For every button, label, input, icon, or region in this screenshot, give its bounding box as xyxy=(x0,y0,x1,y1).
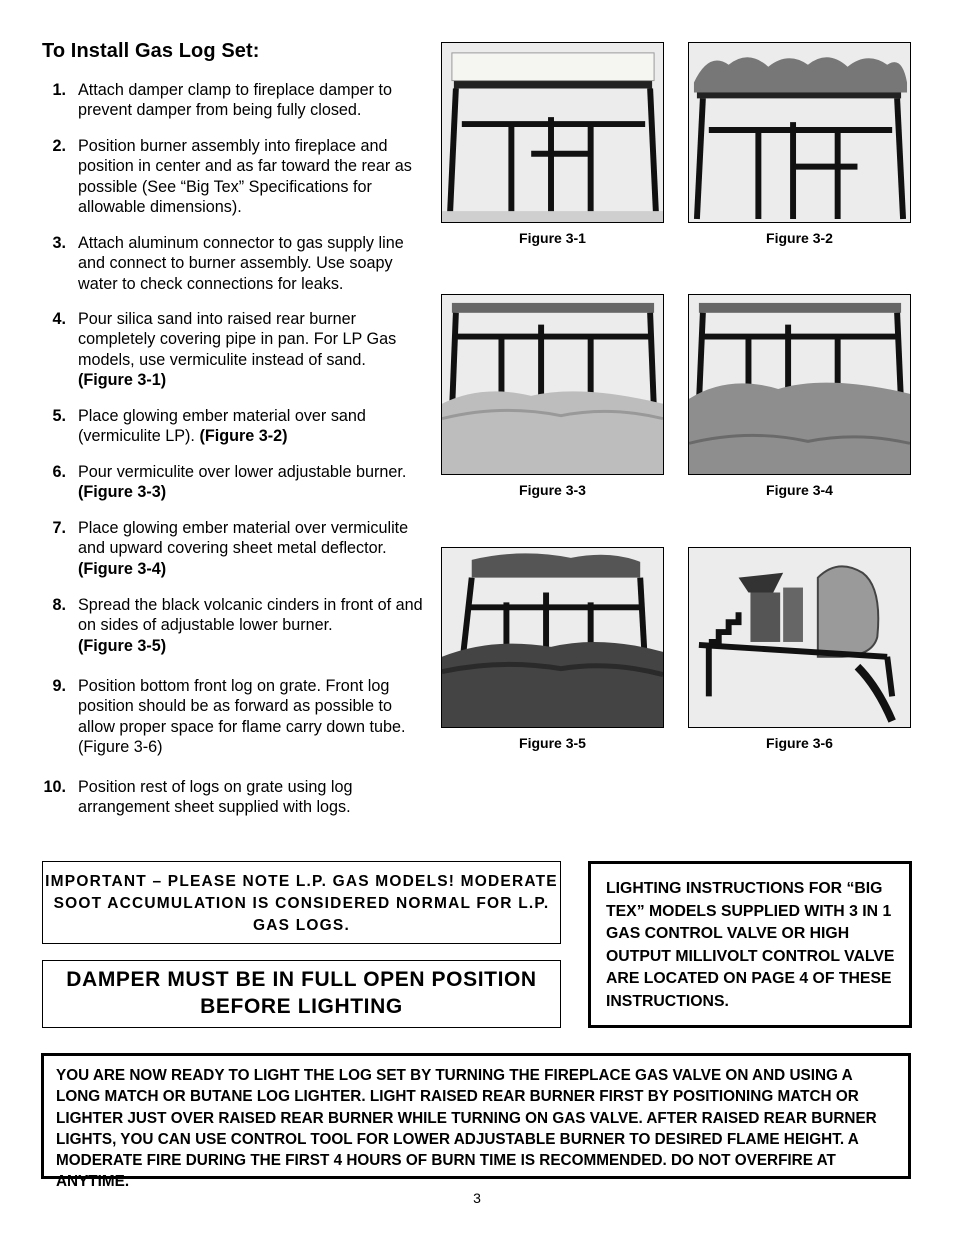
important-lp-gas-notice xyxy=(42,861,561,944)
step-number: 4. xyxy=(52,310,66,328)
figure-reference: (Figure 3-3) xyxy=(78,483,167,502)
step-number: 10. xyxy=(43,778,66,796)
step-number: 6. xyxy=(52,463,66,481)
important-notice-text: IMPORTANT – PLEASE NOTE L.P. GAS MODELS! MODERATE SOOT ACCUMULATION IS CONSIDERED NORMAL FOR L.P. GAS LOGS. xyxy=(45,873,558,934)
step-number: 9. xyxy=(52,677,66,695)
step-text: Attach aluminum connector to gas supply line and connect to burner assembly. Use soapy water to check connections for leaks. xyxy=(78,234,404,293)
step-text: Place glowing ember material over sand (vermiculite LP). xyxy=(78,407,366,446)
step-text: Position burner assembly into fireplace and position in center and as far toward the rear as possible (See “Big Tex” Specifications for allowable dimensions). xyxy=(78,137,412,216)
step-number: 5. xyxy=(52,407,66,425)
figure-caption: Figure 3-3 xyxy=(519,482,586,498)
step-text: Attach damper clamp to fireplace damper to prevent damper from being fully closed. xyxy=(78,81,393,120)
step-number: 8. xyxy=(52,596,66,614)
figure-caption: Figure 3-4 xyxy=(766,482,833,498)
page-number: 3 xyxy=(473,1190,481,1206)
step-text: Position bottom front log on grate. Front log position should be as forward as possible to allow proper space for flame carry down tube. (Figure 3-6) xyxy=(78,677,406,756)
step-number: 3. xyxy=(52,234,66,252)
ready-to-light-instructions xyxy=(41,1053,911,1191)
figure-3-4-photo xyxy=(688,294,911,475)
figure-caption: Figure 3-6 xyxy=(766,735,833,751)
step-text: Spread the black volcanic cinders in front of and on sides of adjustable lower burner. xyxy=(78,596,423,635)
figure-reference: (Figure 3-2) xyxy=(199,427,288,446)
step-text: Position rest of logs on grate using log arrangement sheet supplied with logs. xyxy=(78,778,353,817)
step-number: 2. xyxy=(52,137,66,155)
damper-warning-text: DAMPER MUST BE IN FULL OPEN POSITION BEFORE LIGHTING xyxy=(66,968,537,1018)
lighting-note-text: LIGHTING INSTRUCTIONS FOR “BIG TEX” MODELS SUPPLIED WITH 3 IN 1 GAS CONTROL VALVE OR HIGH OUTPUT MILLIVOLT CONTROL VALVE ARE LOCATED ON PAGE 4 OF THESE INSTRUCTIONS. xyxy=(606,880,895,1010)
ready-instructions-text: YOU ARE NOW READY TO LIGHT THE LOG SET BY TURNING THE FIREPLACE GAS VALVE ON AND USING A LONG MATCH OR BUTANE LOG LIGHTER. LIGHT RAISED REAR BURNER FIRST BY POSITIONING MATCH OR LIGHTER JUST OVER RAISED REAR BURNER WHILE TURNING ON GAS VALVE. AFTER RAISED REAR BURNER LIGHTS, YOU CAN USE CONTROL TOOL FOR LOWER ADJUSTABLE BURNER TO DESIRED FLAME HEIGHT. A MODERATE FIRE DURING THE FIRST 4 HOURS OF BURN TIME IS RECOMMENDED. DO NOT OVERFIRE AT ANYTIME. xyxy=(56,1067,877,1191)
lighting-instructions-note xyxy=(588,861,912,1028)
step-text: Pour silica sand into raised rear burner completely covering pipe in pan. For LP Gas models, use vermiculite instead of sand. xyxy=(78,310,397,369)
step-text: Pour vermiculite over lower adjustable burner. xyxy=(78,463,407,481)
figure-3-1-photo xyxy=(441,42,664,223)
figure-reference: (Figure 3-1) xyxy=(78,370,167,389)
step-text: Place glowing ember material over vermiculite and upward covering sheet metal deflector. xyxy=(78,519,409,558)
figure-reference: (Figure 3-5) xyxy=(78,636,167,655)
page-title: To Install Gas Log Set: xyxy=(42,40,260,62)
figure-caption: Figure 3-5 xyxy=(519,735,586,751)
step-number: 1. xyxy=(52,81,66,99)
step-number: 7. xyxy=(52,519,66,537)
figure-reference: (Figure 3-4) xyxy=(78,559,167,578)
damper-warning-box xyxy=(42,960,561,1028)
figure-3-3-photo xyxy=(441,294,664,475)
figure-caption: Figure 3-1 xyxy=(519,230,586,246)
figure-3-6-photo xyxy=(688,547,911,728)
figure-3-2-photo xyxy=(688,42,911,223)
figure-caption: Figure 3-2 xyxy=(766,230,833,246)
figure-3-5-photo xyxy=(441,547,664,728)
